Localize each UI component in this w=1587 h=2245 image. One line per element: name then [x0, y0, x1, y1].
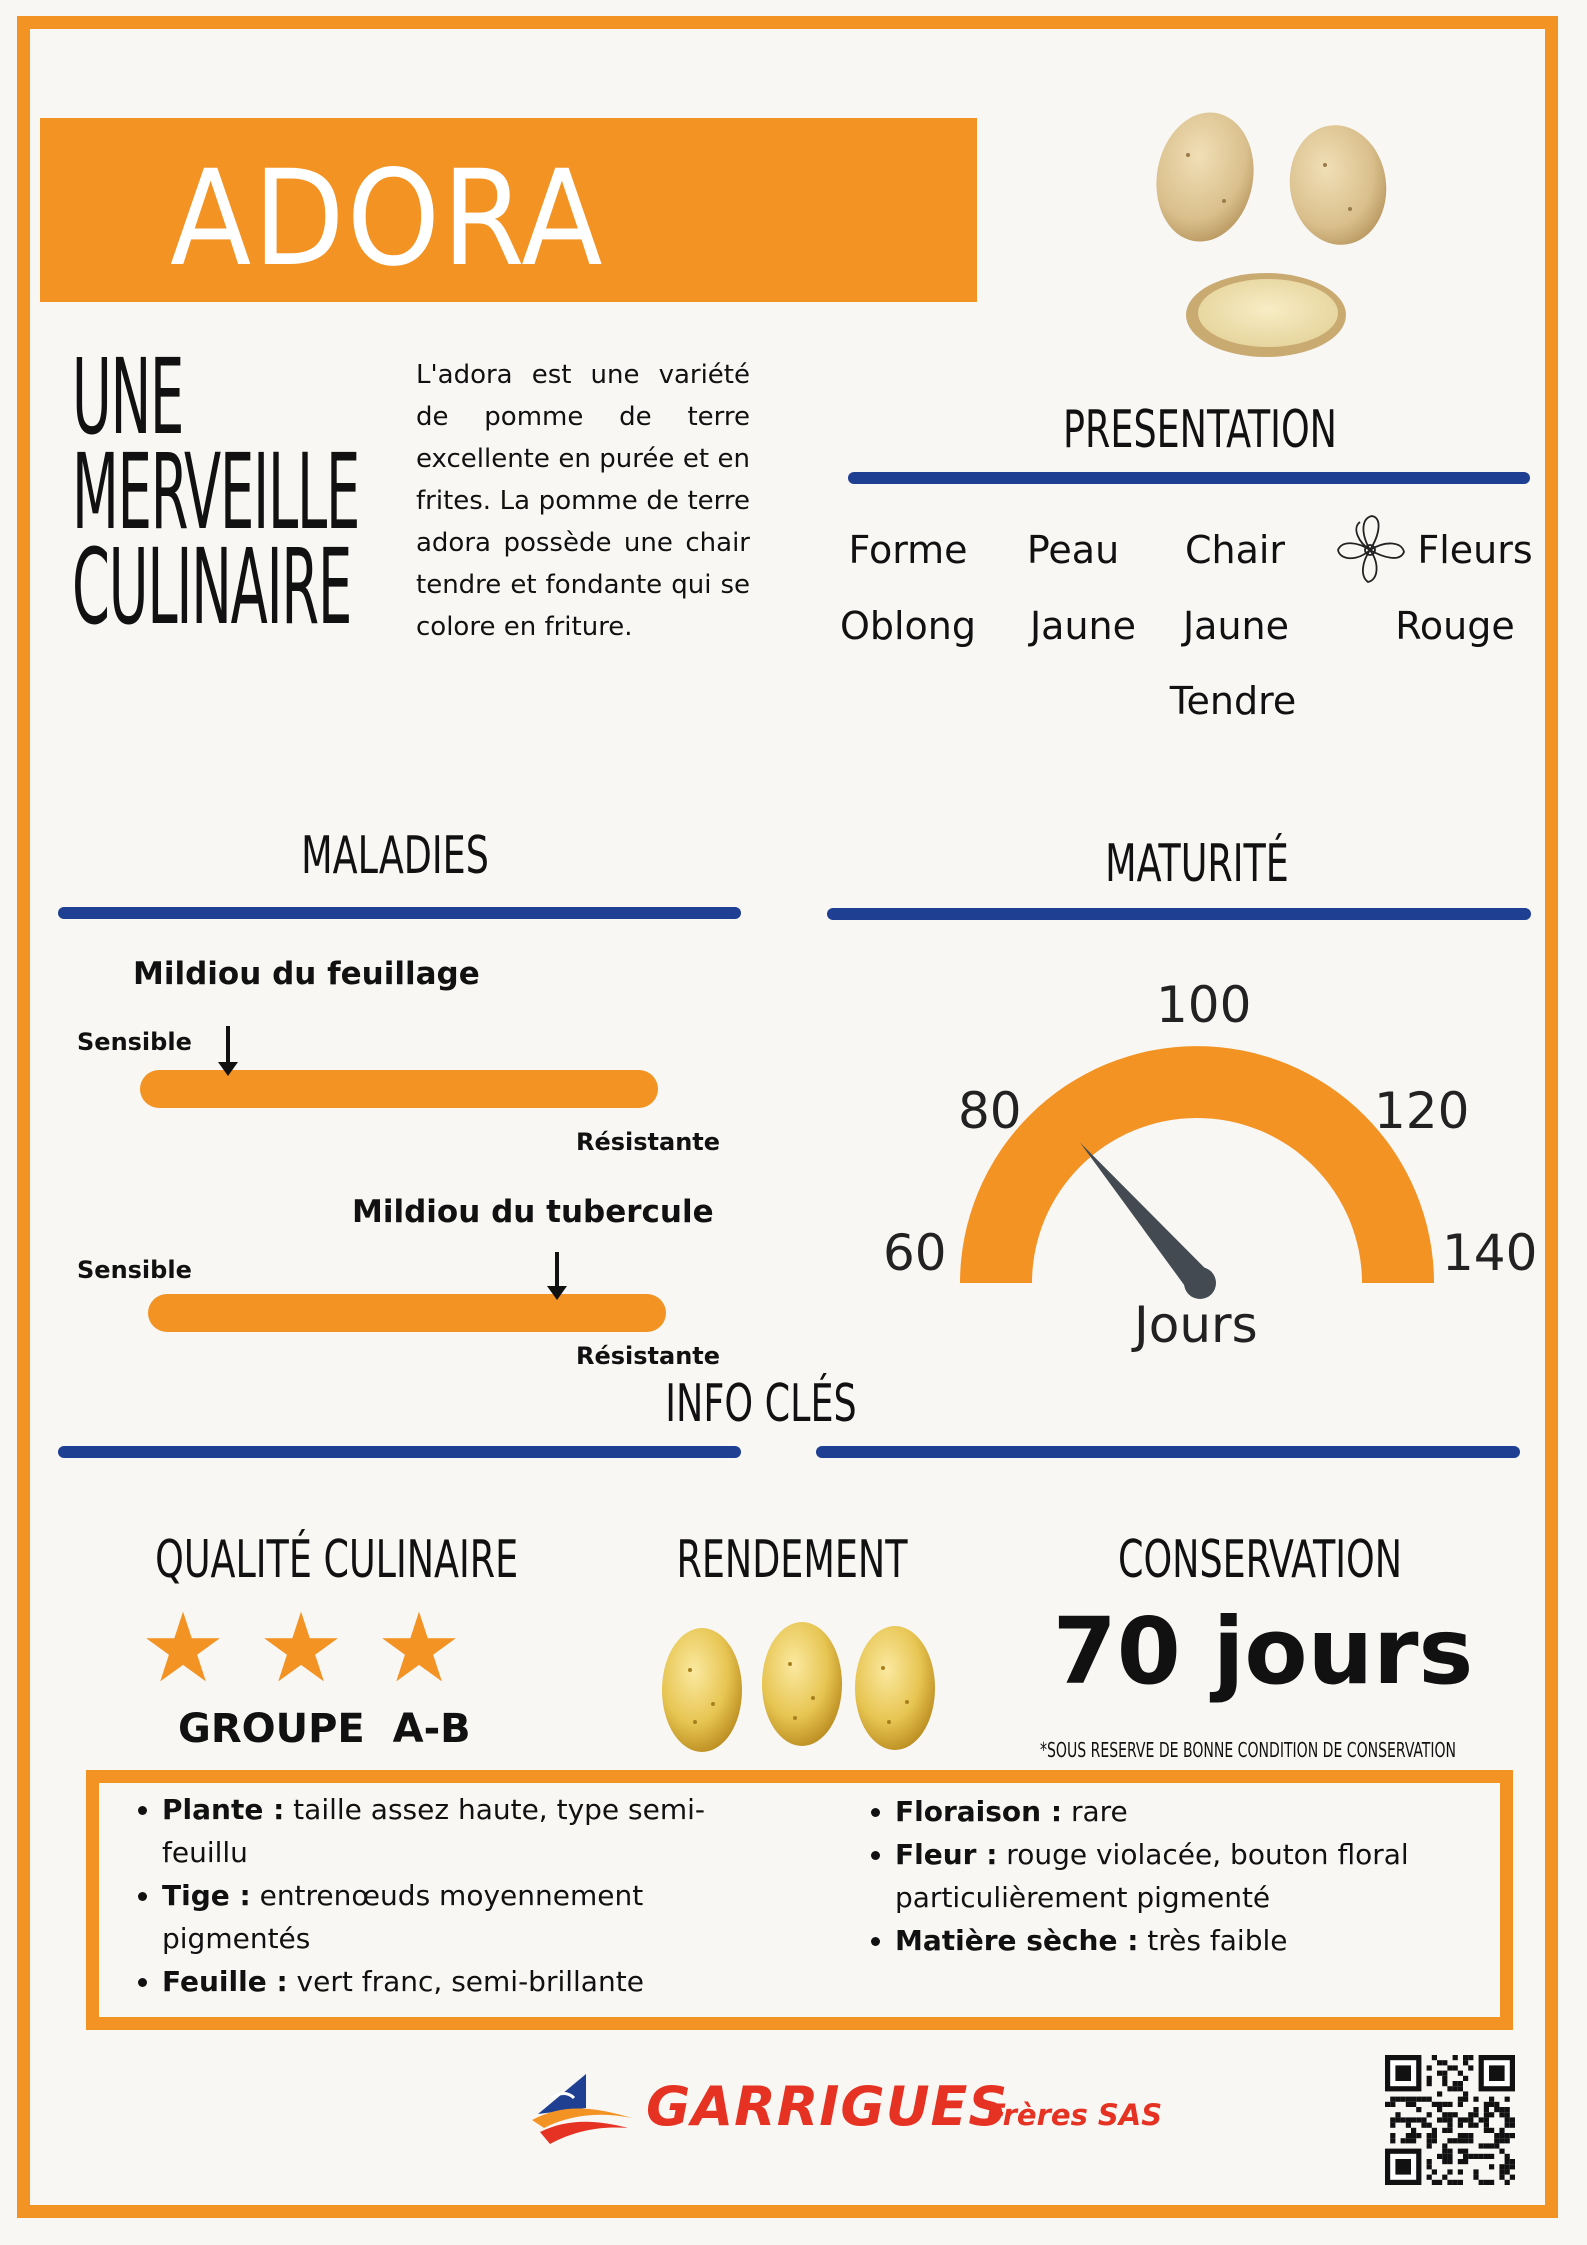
potato-icon — [662, 1628, 742, 1752]
presentation-value-2: Tendre — [1169, 679, 1297, 723]
detail-item — [895, 1833, 1425, 1919]
gauge-unit: Jours — [1134, 1296, 1258, 1354]
scale-high-label: Résistante — [576, 1342, 721, 1370]
detail-text: entrenœuds moyennement pigmentés — [162, 1879, 644, 1955]
presentation-label: Chair — [1184, 528, 1286, 572]
maturite-rule — [827, 908, 1531, 920]
star-icon: ★ — [140, 1592, 227, 1704]
disease-name: Mildiou du feuillage — [133, 956, 480, 992]
detail-text: taille assez haute, type semi-feuillu — [162, 1793, 706, 1869]
star-icon: ★ — [258, 1592, 345, 1704]
details-right — [865, 1790, 1425, 1962]
brand-subtitle: Frères SAS — [986, 2098, 1163, 2132]
star-icon: ★ — [376, 1592, 463, 1704]
presentation-label: Fleurs — [1417, 528, 1533, 572]
conservation-value: 70 jours — [1052, 1598, 1474, 1705]
resistance-bar — [148, 1294, 666, 1332]
scale-low-label: Sensible — [77, 1028, 192, 1056]
title-banner — [40, 118, 977, 302]
detail-key: Feuille : — [162, 1965, 288, 1998]
gauge-needle-shape — [1080, 1142, 1211, 1292]
brand-name: GARRIGUES — [646, 2075, 1009, 2138]
qr-code-icon[interactable] — [1385, 2055, 1515, 2185]
culinary-group: GROUPE A-B — [178, 1706, 471, 1752]
tagline-line: UNE — [72, 336, 184, 458]
presentation-value: Jaune — [1029, 604, 1137, 648]
detail-item — [895, 1919, 1425, 1962]
gauge-needle — [1080, 1142, 1216, 1299]
tagline-line: MERVEILLE — [72, 431, 360, 553]
conservation-note: *SOUS RESERVE DE BONNE CONDITION DE CONSERVATION — [1040, 1738, 1457, 1762]
detail-item — [162, 1960, 732, 2003]
info-rule-right — [816, 1446, 1520, 1458]
detail-key: Floraison : — [895, 1795, 1063, 1828]
detail-key: Fleur : — [895, 1838, 998, 1871]
detail-text: rouge violacée, bouton floral particulièrement pigmenté — [895, 1838, 1409, 1914]
intro-text: L'adora est une variété de pomme de terre excellente en purée et en frites. La pomme de terre adora possède une chair tendre et fondante qui se colore en friture. — [416, 360, 750, 642]
maturity-gauge — [950, 1040, 1450, 1300]
brand-logo-icon — [532, 2068, 634, 2152]
presentation-label: Peau — [1026, 528, 1120, 572]
detail-key: Matière sèche : — [895, 1924, 1139, 1957]
resistance-marker-icon — [555, 1252, 559, 1292]
conservation-heading: CONSERVATION — [1117, 1530, 1403, 1590]
disease-name: Mildiou du tubercule — [352, 1194, 714, 1230]
gauge-tick: 100 — [1156, 976, 1252, 1034]
presentation-value: Jaune — [1182, 604, 1290, 648]
presentation-value: Rouge — [1395, 604, 1515, 648]
qualite-heading: QUALITÉ CULINAIRE — [155, 1530, 519, 1590]
gauge-tick: 120 — [1374, 1082, 1470, 1140]
detail-text: rare — [1062, 1795, 1128, 1828]
gauge-tick: 140 — [1442, 1224, 1538, 1282]
detail-key: Tige : — [162, 1879, 251, 1912]
presentation-label: Forme — [848, 528, 968, 572]
detail-text: vert franc, semi-brillante — [287, 1965, 644, 1998]
detail-item — [895, 1790, 1425, 1833]
maladies-rule — [58, 907, 741, 919]
gauge-needle-hub — [1184, 1267, 1216, 1299]
info-rule-left — [58, 1446, 741, 1458]
potato-icon — [762, 1622, 842, 1746]
presentation-rule — [848, 472, 1530, 484]
rendement-heading: RENDEMENT — [676, 1530, 908, 1590]
info-heading: INFO CLÉS — [665, 1374, 857, 1434]
detail-text: très faible — [1138, 1924, 1288, 1957]
maturite-heading: MATURITÉ — [1105, 834, 1289, 894]
scale-high-label: Résistante — [576, 1128, 721, 1156]
presentation-heading: PRESENTATION — [1063, 400, 1337, 460]
presentation-value: Oblong — [839, 604, 977, 648]
page-title: ADORA — [170, 142, 605, 296]
detail-item — [162, 1788, 732, 1874]
resistance-marker-icon — [226, 1026, 230, 1068]
detail-key: Plante : — [162, 1793, 285, 1826]
potato-photo-icon — [1140, 105, 1400, 365]
details-left — [132, 1788, 732, 2003]
tagline-line: CULINAIRE — [72, 526, 352, 648]
tagline — [72, 336, 360, 648]
gauge-tick: 80 — [958, 1082, 1022, 1140]
maladies-heading: MALADIES — [301, 826, 489, 886]
potato-icon — [855, 1626, 935, 1750]
potato-icons — [655, 1620, 945, 1760]
gauge-tick: 60 — [883, 1224, 947, 1282]
scale-low-label: Sensible — [77, 1256, 192, 1284]
detail-item — [162, 1874, 732, 1960]
